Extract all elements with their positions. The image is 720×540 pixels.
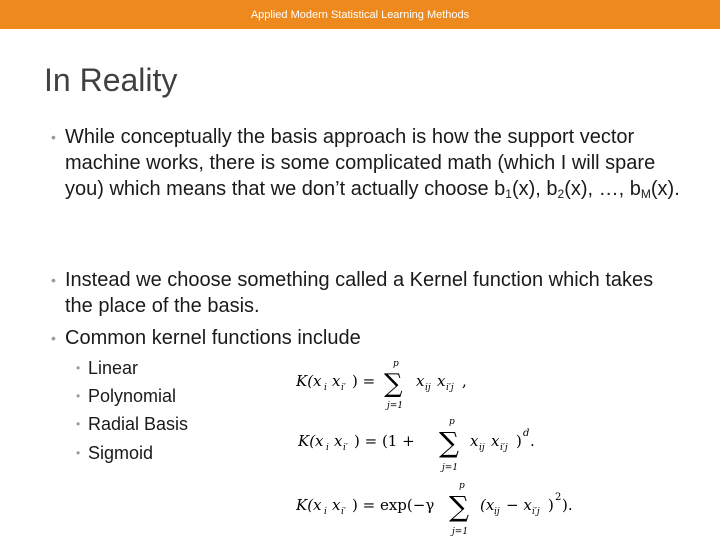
eq-term: (x [480,496,495,514]
equation-radial [296,478,586,538]
eq-sub: i′j [532,507,540,517]
sub-bullet-polynomial [76,385,176,407]
bullet-dot: • [76,389,81,403]
eq-sub: i′ [341,507,346,517]
sub-bullet-text: Sigmoid [88,443,154,463]
eq-sum-bot: j=1 [452,527,469,537]
eq-end: . [530,432,535,450]
eq-exp: d [523,428,530,439]
eq-sub: ij [425,383,431,393]
eq-lhs: K(x [296,372,322,390]
sub-bullet-sigmoid [76,442,153,464]
eq-sub: i [324,507,327,517]
eq-x: x [332,496,341,514]
bullet-dot: • [76,417,81,431]
sub-bullet-text: Radial Basis [88,414,189,434]
eq-sum-bot: j=1 [442,463,459,473]
equation-linear [296,356,496,412]
bullet-common-kernels [51,325,681,351]
slide-title: In Reality [44,62,178,98]
bullet-text: While conceptually the basis approach is how the support vector machine works, there is some complicated math (which I will spare you) which means that we don’t actually choose $b_1(x)$, $b_2(x)$, …, $b_M(x)$. [65,126,680,201]
eq-end: , [462,372,467,390]
eq-sum-bot: j=1 [387,401,404,411]
eq-x: x [334,432,343,450]
bullet-text: Common kernel functions include [65,327,361,349]
eq-equals: ) = [352,372,376,390]
banner-text: Applied Modern Statistical Learning Methods [250,9,470,21]
sub-bullet-text: Linear [88,358,139,378]
eq-sum-top: p [393,359,399,369]
eq-lhs: K(x [296,496,322,514]
eq-sub: i′j [446,383,454,393]
eq-equals: ) = exp(−γ [352,496,435,514]
bullet-dot: • [51,330,56,346]
header-banner [0,0,720,29]
eq-exp: 2 [555,492,562,503]
eq-sub: ij [494,507,500,517]
sub-bullet-linear [76,357,138,379]
eq-sub: i′ [341,383,346,393]
eq-equals: ) = (1 + [354,432,415,450]
eq-lhs: K(x [298,432,324,450]
sub-bullet-text: Polynomial [88,386,177,406]
sub-bullet-radial [76,413,188,435]
eq-term: x [437,372,446,390]
eq-sum-top: p [459,481,465,491]
eq-sum-top: p [449,417,455,427]
eq-sub: i [326,443,329,453]
eq-term: x [491,432,500,450]
bullet-dot: • [51,129,56,145]
eq-term: x [416,372,425,390]
bullet-dot: • [76,446,81,460]
eq-term: − x [506,496,532,514]
eq-x: x [332,372,341,390]
sigma-icon: ∑ [439,426,459,459]
bullet-basis [51,124,681,202]
equation-polynomial [298,414,548,474]
eq-end: ). [562,496,573,514]
bullet-dot: • [76,361,81,375]
eq-sub: ij [479,443,485,453]
bullet-kernel [51,267,681,319]
sigma-icon: ∑ [449,490,469,523]
eq-sub: i′ [343,443,348,453]
sigma-icon: ∑ [384,369,403,399]
eq-close: ) [516,432,522,450]
eq-close: ) [548,496,554,514]
bullet-dot: • [51,272,56,288]
eq-sub: i [324,383,327,393]
bullet-text: Instead we choose something called a Kernel function which takes the place of the basis. [65,269,654,317]
eq-sub: i′j [500,443,508,453]
eq-term: x [470,432,479,450]
